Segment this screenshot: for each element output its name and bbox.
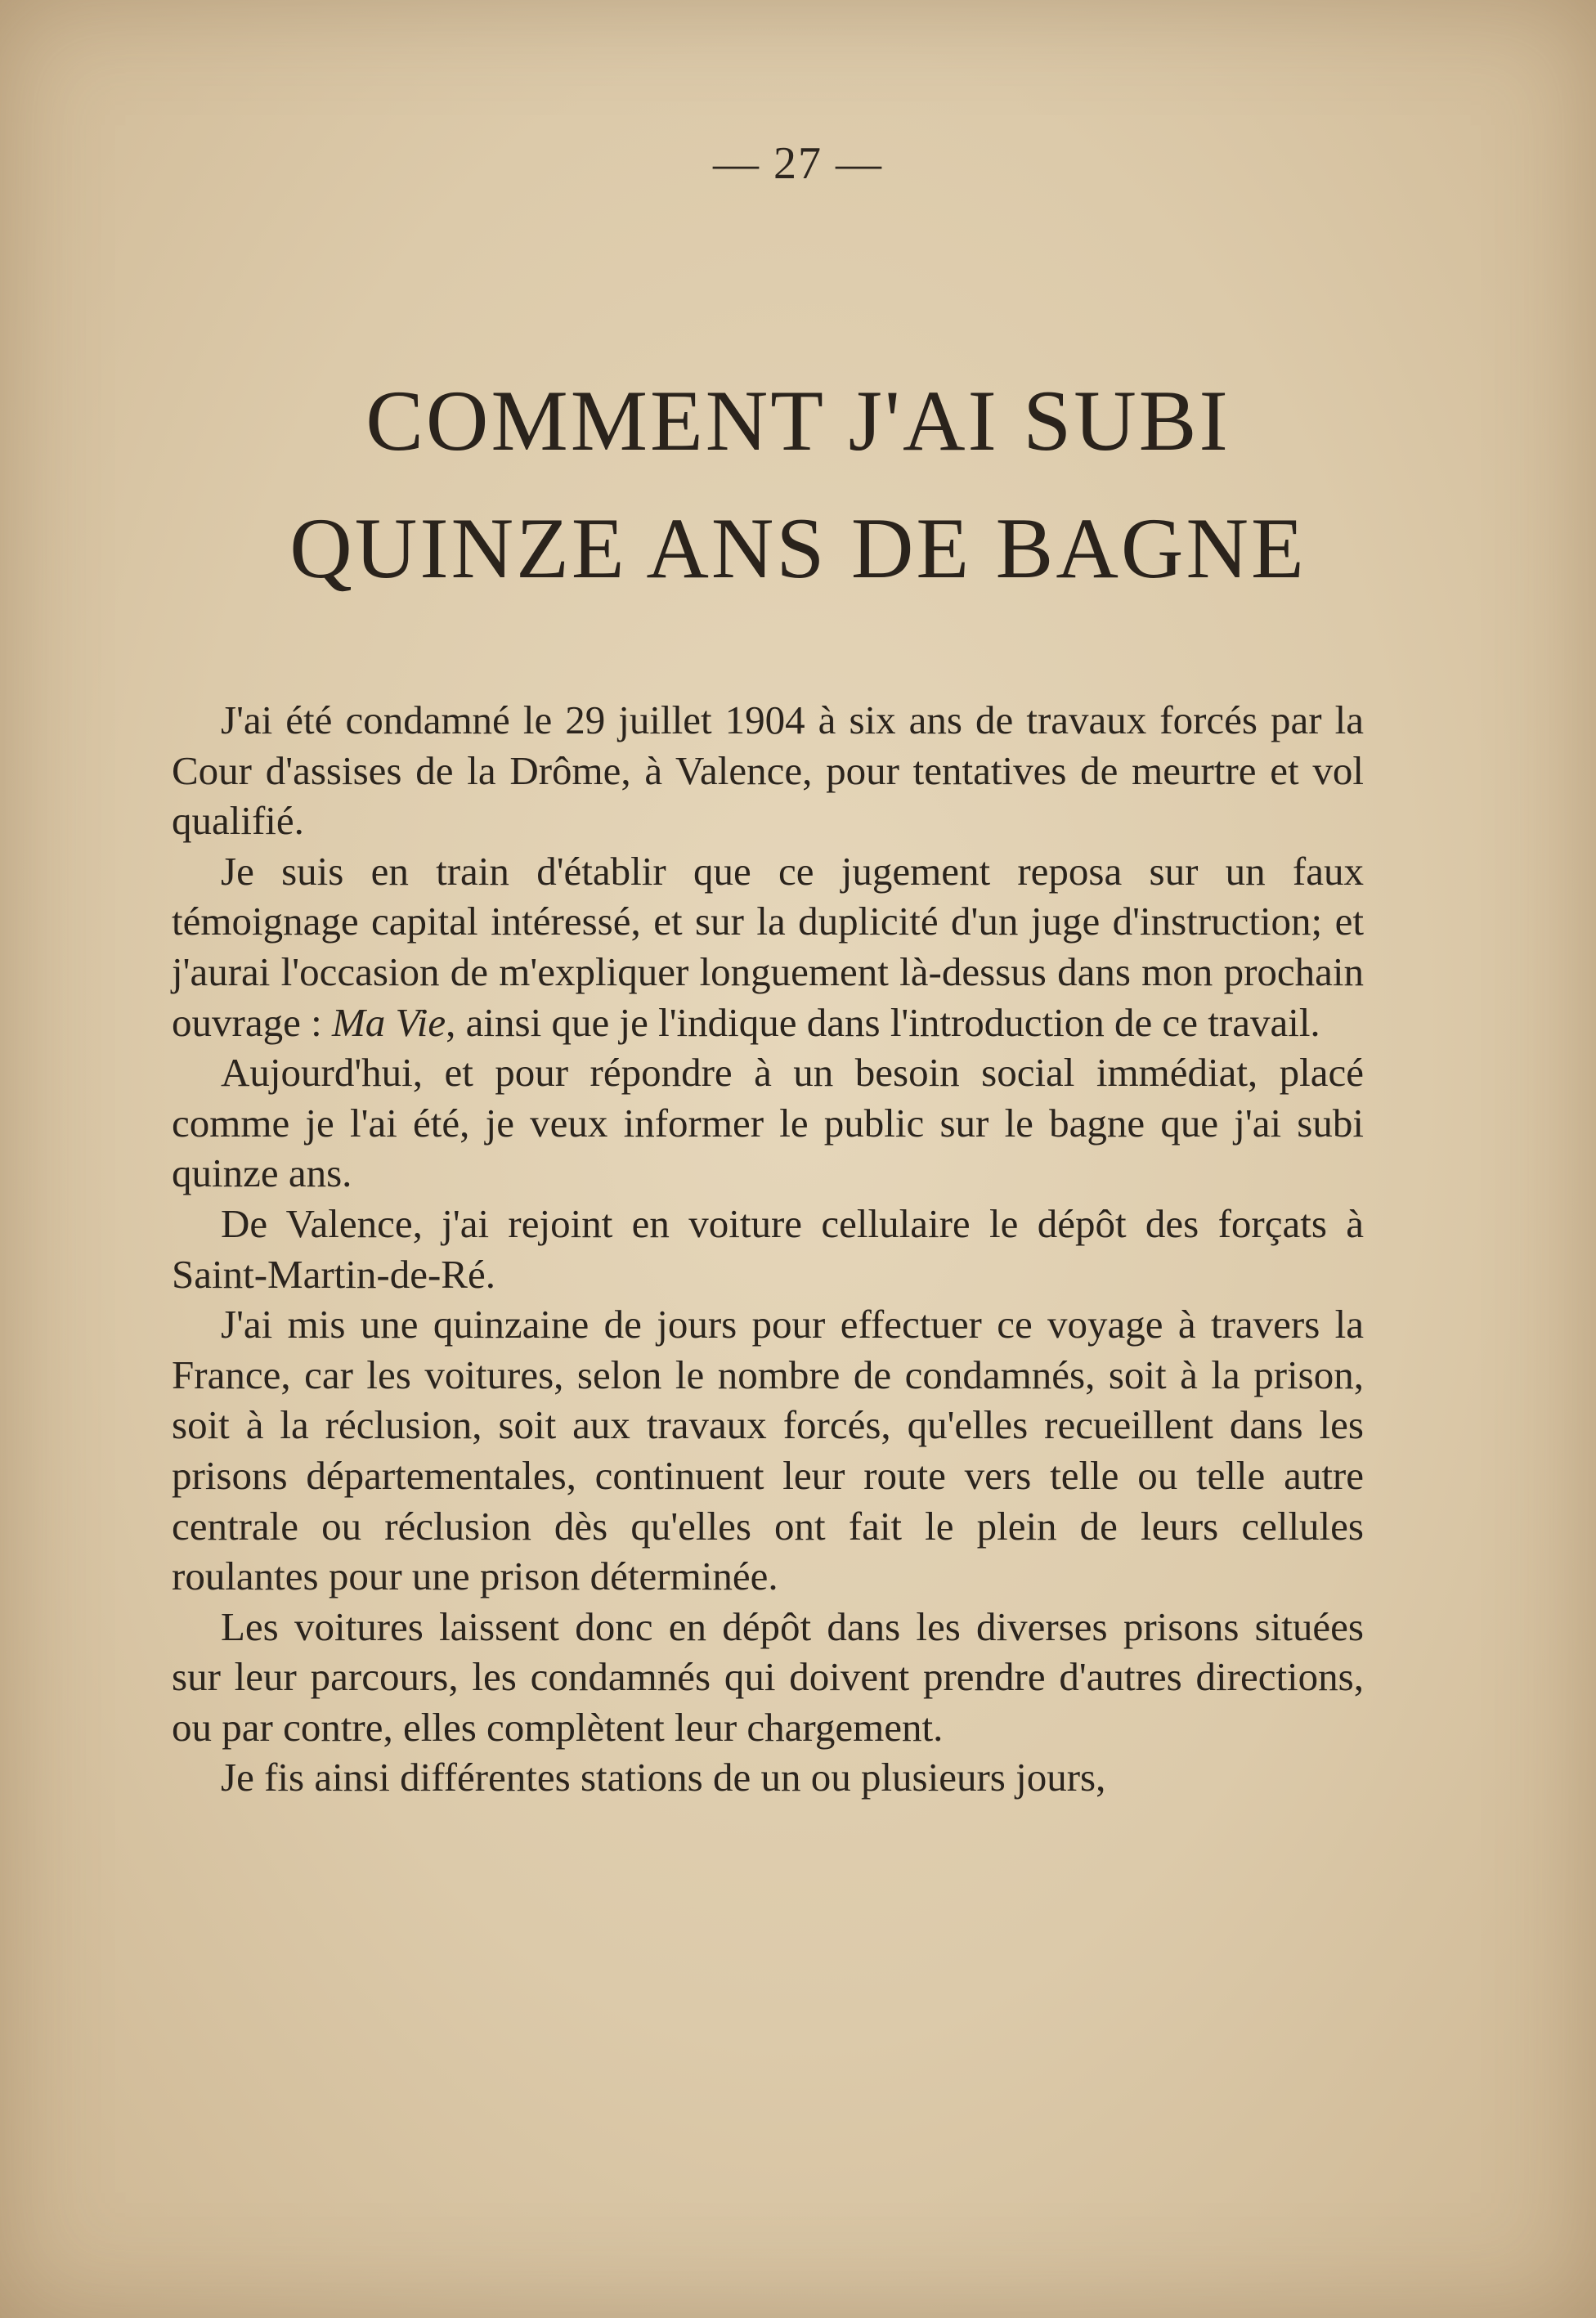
paragraph-6: Les voitures laissent donc en dépôt dans les diverses prisons situées sur leur parcours, les condamnés qui doivent prendre d'autres directions, ou par contre, elles complètent leur chargement. xyxy=(172,1603,1364,1750)
paragraph-7: Je fis ainsi différentes stations de un ou plusieurs jours, xyxy=(221,1755,1106,1800)
paragraph-2-text-before: Je suis en train d'établir que ce jugement reposa sur un faux témoignage capital intéressé, et sur la duplicité d'un juge d'instruction; et j'aurai l'occasion de m'expliquer longuement là-dessus dans mon prochain ouvrage : xyxy=(172,848,1364,1045)
chapter-title-line-2: QUINZE ANS DE BAGNE xyxy=(289,500,1307,596)
paragraph-2 xyxy=(172,846,1364,1047)
paragraph-5: J'ai mis une quinzaine de jours pour effectuer ce voyage à travers la France, car les voitures, selon le nombre de condamnés, soit à la prison, soit à la réclusion, soit aux travaux forcés, qu'elles recueillent dans les prisons départementales, continuent leur route vers telle ou telle autre centrale ou réclusion dès qu'elles ont fait le plein de leurs cellules roulantes pour une prison déterminée. xyxy=(172,1302,1364,1599)
chapter-title-line-1: COMMENT J'AI SUBI xyxy=(365,373,1231,469)
page-number: — 27 — xyxy=(713,138,883,189)
paragraph-4: De Valence, j'ai rejoint en voiture cellulaire le dépôt des forçats à Saint-Martin-de-Ré. xyxy=(172,1200,1364,1297)
paragraph-3: Aujourd'hui, et pour répondre à un besoin social immédiat, placé comme je l'ai été, je veux informer le public sur le bagne que j'ai subi quinze ans. xyxy=(172,1050,1364,1196)
paragraph-2-text-after: , ainsi que je l'indique dans l'introduction de ce travail. xyxy=(446,999,1320,1045)
book-title-ma-vie: Ma Vie xyxy=(331,999,446,1045)
body-text xyxy=(172,695,1364,1803)
paragraph-1: J'ai été condamné le 29 juillet 1904 à six ans de travaux forcés par la Cour d'assises de la Drôme, à Valence, pour tentatives de meurtre et vol qualifié. xyxy=(172,697,1364,844)
